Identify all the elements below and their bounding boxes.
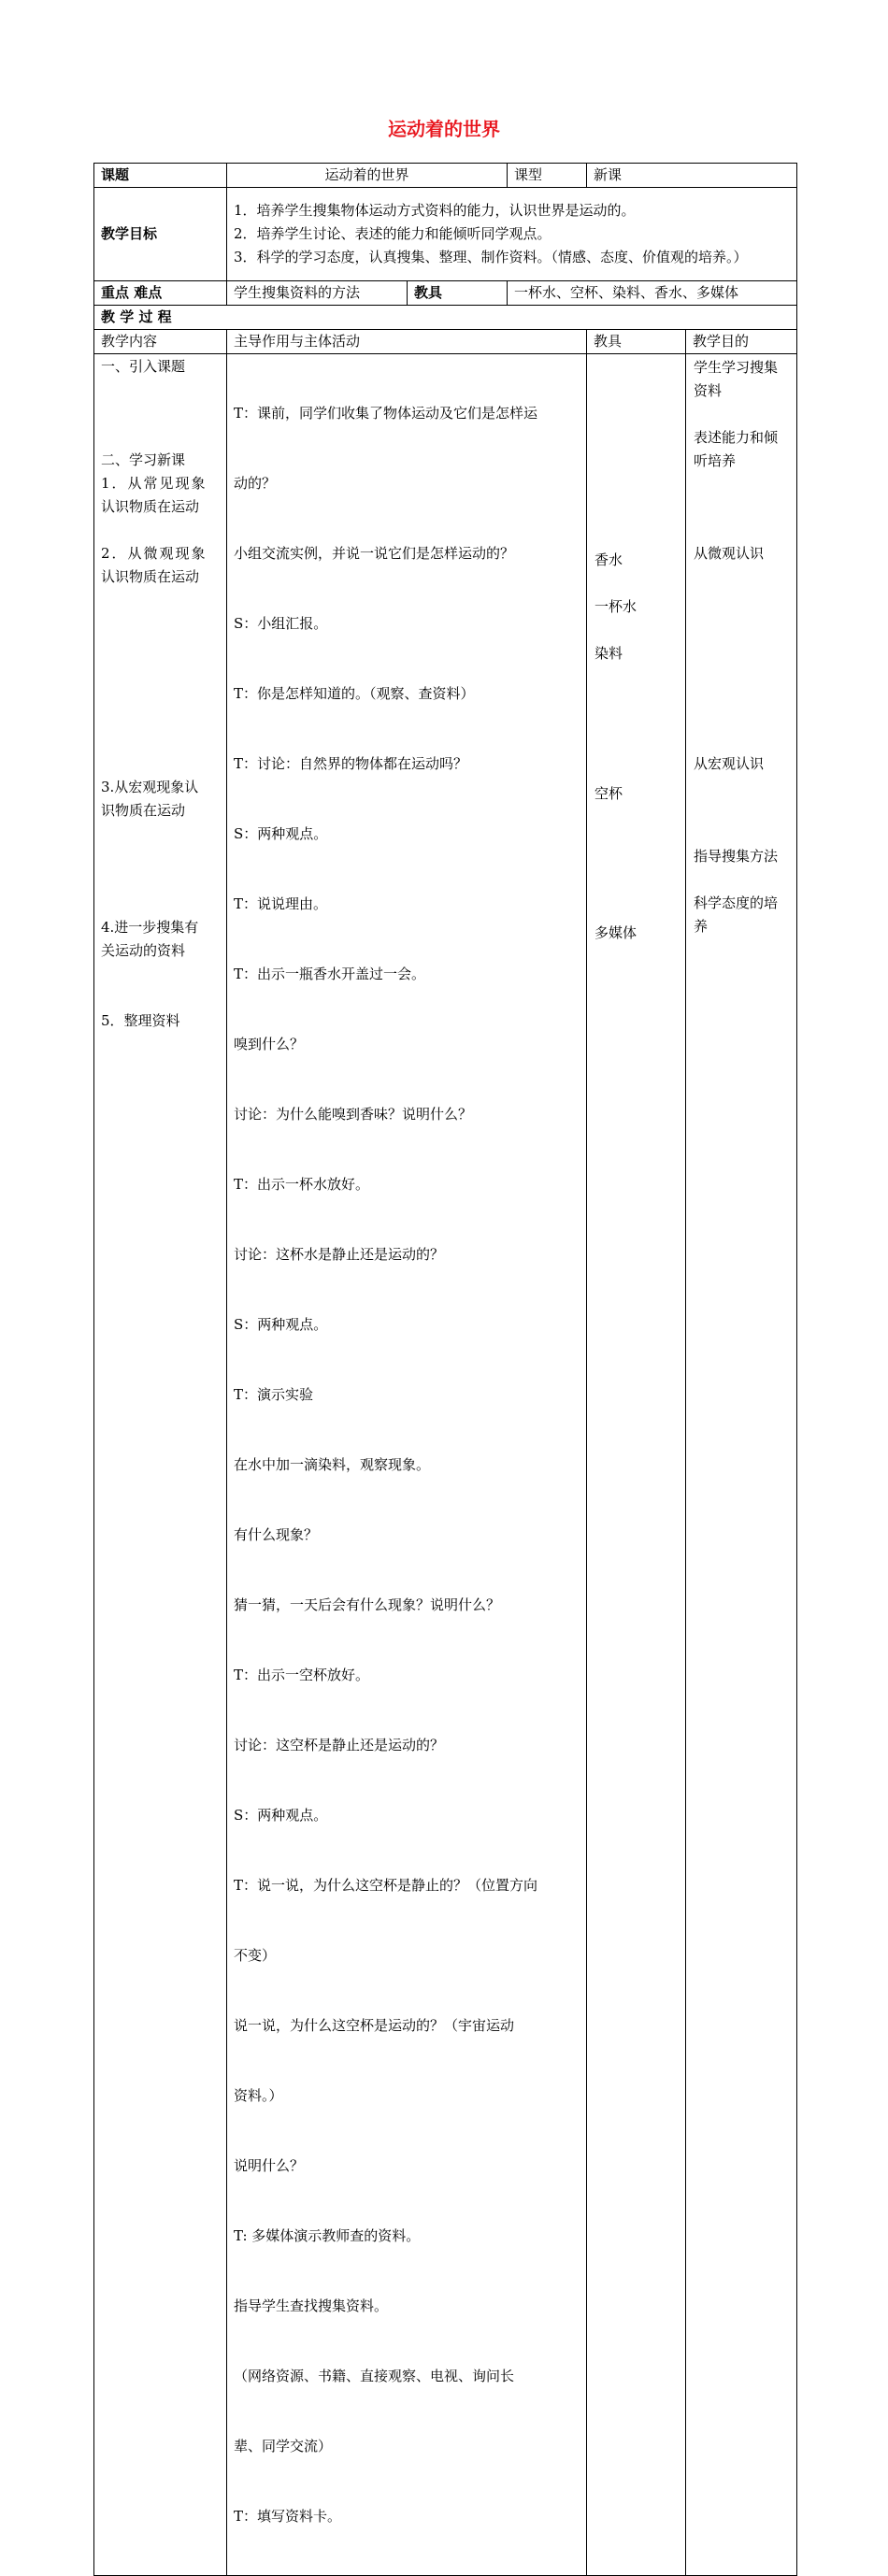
activity-line: 辈、同学交流） — [234, 2438, 333, 2454]
process-columns-row — [94, 330, 797, 354]
activity-line: 猜一猜，一天后会有什么现象？说明什么？ — [234, 1596, 501, 1613]
content-line: 认识物质在运动 — [101, 568, 200, 585]
purpose-line: 资料 — [694, 382, 723, 399]
content-line — [101, 682, 220, 706]
activity-line: T：说说理由。 — [234, 895, 328, 912]
content-line: 3.从宏观现象认 — [101, 779, 199, 795]
column-header: 教学内容 — [94, 330, 227, 354]
activity-line: 小组交流实例，并说一说它们是怎样运动的？ — [234, 545, 515, 562]
topic-label: 课题 — [94, 164, 227, 188]
goals-row — [94, 188, 797, 281]
purpose-line: 听培养 — [694, 452, 737, 469]
lesson-plan-table — [93, 163, 797, 2576]
activity-line: 动的？ — [234, 475, 277, 492]
activity-line: 在水中加一滴染料，观察现象。 — [234, 1456, 431, 1473]
content-line — [101, 402, 220, 425]
content-line — [101, 729, 220, 752]
tool-water-cup: 一杯水 — [594, 598, 637, 615]
content-line — [101, 636, 220, 659]
activity-line: （网络资源、书籍、直接观察、电视、询问长 — [234, 2368, 515, 2384]
tools-column — [587, 354, 686, 2576]
purpose-line: 指导搜集方法 — [694, 848, 779, 865]
topic-value: 运动着的世界 — [227, 164, 508, 188]
tools-label: 教具 — [408, 281, 508, 306]
content-line: 一、引入课题 — [101, 358, 186, 375]
content-line: 识物质在运动 — [101, 802, 186, 819]
activity-line: S：两种观点。 — [234, 1807, 328, 1824]
purpose-line: 从宏观认识 — [694, 755, 765, 772]
activity-line: T：出示一杯水放好。 — [234, 1176, 370, 1193]
purpose-line: 从微观认识 — [694, 545, 765, 562]
process-heading-row — [94, 306, 797, 330]
activity-line: S：两种观点。 — [234, 1316, 328, 1333]
activity-line: 说一说，为什么这空杯是运动的？（宇宙运动 — [234, 2017, 515, 2034]
activity-line: 讨论：这空杯是静止还是运动的？ — [234, 1737, 445, 1753]
content-line — [101, 823, 220, 846]
content-line — [101, 589, 220, 612]
activity-line: 不变） — [234, 1947, 277, 1964]
tool-empty-cup: 空杯 — [594, 785, 623, 802]
topic-row — [94, 164, 797, 188]
column-header: 主导作用与主体活动 — [227, 330, 587, 354]
process-heading: 教 学 过 程 — [94, 306, 797, 330]
activity-line: 说明什么？ — [234, 2157, 305, 2174]
purpose-line: 学生学习搜集 — [694, 359, 779, 376]
purpose-column — [686, 354, 797, 2576]
content-line — [101, 519, 220, 542]
activity-line: T: 多媒体演示教师查的资料。 — [234, 2227, 421, 2244]
content-line — [101, 846, 220, 869]
tool-dye: 染料 — [594, 645, 623, 662]
activity-line: 嗅到什么？ — [234, 1036, 305, 1052]
process-body-row — [94, 354, 797, 2576]
key-label: 重点 难点 — [94, 281, 227, 306]
page-title: 运动着的世界 — [388, 118, 500, 140]
lesson-type-label: 课型 — [508, 164, 587, 188]
goals-label: 教学目标 — [94, 188, 227, 281]
tool-perfume: 香水 — [594, 551, 623, 568]
content-line — [101, 869, 220, 893]
column-header: 教学目的 — [686, 330, 797, 354]
key-value: 学生搜集资料的方法 — [227, 281, 408, 306]
purpose-line: 养 — [694, 918, 709, 935]
activity-line: 有什么现象？ — [234, 1526, 319, 1543]
activity-line: 指导学生查找搜集资料。 — [234, 2297, 389, 2314]
activity-line: T：说一说，为什么这空杯是静止的？（位置方向 — [234, 1877, 538, 1894]
activity-line: 讨论：为什么能嗅到香味？说明什么？ — [234, 1106, 473, 1123]
goal-item: 1．培养学生搜集物体运动方式资料的能力，认识世界是运动的。 — [234, 202, 636, 219]
activity-line: S：两种观点。 — [234, 825, 328, 842]
lesson-type-value: 新课 — [587, 164, 797, 188]
goals-list — [227, 188, 797, 281]
tools-value: 一杯水、空杯、染料、香水、多媒体 — [508, 281, 797, 306]
activity-line: T：出示一空杯放好。 — [234, 1667, 370, 1683]
content-line: 2．从微观现象 — [101, 545, 208, 562]
content-line — [101, 752, 220, 776]
content-line: 关运动的资料 — [101, 942, 186, 959]
activity-line: T：演示实验 — [234, 1386, 314, 1403]
content-line — [101, 893, 220, 916]
key-row — [94, 281, 797, 306]
content-column — [94, 354, 227, 2576]
content-line: 1．从常见现象 — [101, 475, 208, 492]
activity-line: T：课前，同学们收集了物体运动及它们是怎样运 — [234, 405, 538, 422]
content-line — [101, 986, 220, 1009]
content-line — [101, 659, 220, 682]
activity-line: T：填写资料卡。 — [234, 2508, 342, 2525]
purpose-line: 科学态度的培 — [694, 894, 779, 911]
activity-line: 讨论：这杯水是静止还是运动的？ — [234, 1246, 445, 1263]
activity-column — [227, 354, 587, 2576]
tool-multimedia: 多媒体 — [594, 924, 637, 941]
content-line — [101, 706, 220, 729]
content-line — [101, 379, 220, 402]
activity-line: S：小组汇报。 — [234, 615, 328, 632]
activity-line: T：你是怎样知道的。（观察、查资料） — [234, 685, 475, 702]
goal-item: 3．科学的学习态度，认真搜集、整理、制作资料。（情感、态度、价值观的培养。） — [234, 249, 748, 265]
content-line: 4.进一步搜集有 — [101, 919, 199, 936]
content-line: 5．整理资料 — [101, 1012, 180, 1029]
activity-line: T：讨论：自然界的物体都在运动吗？ — [234, 755, 468, 772]
activity-line: T：出示一瓶香水开盖过一会。 — [234, 966, 426, 982]
goal-item: 2．培养学生讨论、表述的能力和能倾听同学观点。 — [234, 225, 551, 242]
content-line — [101, 963, 220, 986]
content-line: 认识物质在运动 — [101, 498, 200, 515]
content-line — [101, 612, 220, 636]
content-line — [101, 425, 220, 449]
content-line: 二、学习新课 — [101, 451, 186, 468]
column-header: 教具 — [587, 330, 686, 354]
purpose-line: 表述能力和倾 — [694, 429, 779, 446]
activity-line: 资料。） — [234, 2087, 283, 2104]
